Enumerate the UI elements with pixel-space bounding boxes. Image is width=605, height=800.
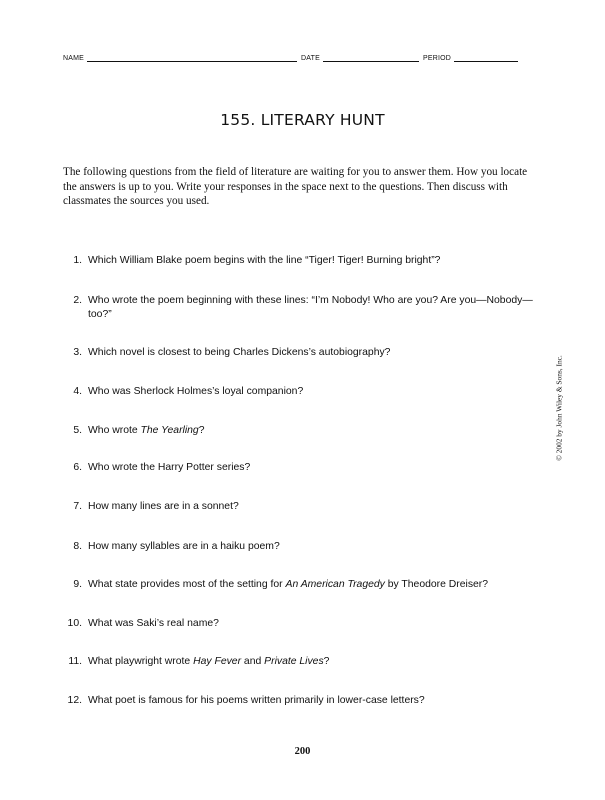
question-item: [55, 540, 535, 554]
question-number: 4.: [73, 386, 82, 397]
period-blank[interactable]: [454, 54, 518, 62]
question-number: 8.: [73, 541, 82, 552]
question-text: Who wrote the Harry Potter series?: [88, 462, 251, 473]
question-number: 5.: [73, 425, 82, 436]
page-title: 155. LITERARY HUNT: [220, 111, 385, 129]
question-text: What was Saki’s real name?: [88, 618, 219, 629]
play-title: Private Lives: [264, 656, 324, 667]
student-info-header: [63, 54, 533, 62]
copyright-notice: © 2002 by John Wiley & Sons, Inc.: [554, 355, 564, 461]
question-item: [55, 617, 535, 631]
question-text: Who wrote The Yearling?: [88, 425, 205, 436]
question-item: [55, 385, 535, 399]
question-number: 2.: [73, 295, 82, 306]
question-number: 3.: [73, 347, 82, 358]
question-number: 1.: [73, 255, 82, 266]
intro-paragraph: The following questions from the field of literature are waiting for you to answer them. How you locate the answers is up to you. Write your responses in the space next to the questions. Then discuss with classmates the sources you used.: [63, 166, 528, 207]
question-text: Who wrote the poem beginning with these lines: “I’m Nobody! Who are you? Are you—Nobody—too?”: [88, 295, 533, 320]
question-item: [55, 655, 535, 669]
period-label: PERIOD: [422, 55, 452, 62]
question-item: [55, 694, 535, 708]
question-number: 12.: [67, 695, 82, 706]
question-number: 10.: [67, 618, 82, 629]
question-item: [55, 294, 535, 322]
question-text: Who was Sherlock Holmes’s loyal companion?: [88, 386, 304, 397]
question-item: [55, 346, 535, 360]
question-text: How many syllables are in a haiku poem?: [88, 541, 280, 552]
question-text: What state provides most of the setting for An American Tragedy by Theodore Dreiser?: [88, 579, 489, 590]
play-title: Hay Fever: [193, 656, 242, 667]
question-number: 11.: [68, 656, 82, 667]
question-item: [55, 424, 535, 438]
question-text: How many lines are in a sonnet?: [88, 501, 239, 512]
name-label: NAME: [63, 55, 85, 62]
question-number: 6.: [73, 462, 82, 473]
question-item: [55, 500, 535, 514]
question-number: 7.: [73, 501, 82, 512]
question-text: Which novel is closest to being Charles Dickens’s autobiography?: [88, 347, 391, 358]
book-title: An American Tragedy: [285, 579, 385, 590]
page-number: 200: [294, 746, 311, 757]
book-title: The Yearling: [140, 425, 199, 436]
question-number: 9.: [73, 579, 82, 590]
question-item: [55, 254, 535, 268]
name-blank[interactable]: [87, 54, 297, 62]
question-text: Which William Blake poem begins with the line “Tiger! Tiger! Burning bright”?: [88, 255, 441, 266]
question-text: What playwright wrote Hay Fever and Private Lives?: [88, 656, 330, 667]
question-item: [55, 578, 535, 592]
question-text: What poet is famous for his poems written primarily in lower-case letters?: [88, 695, 425, 706]
date-label: DATE: [301, 55, 320, 62]
date-blank[interactable]: [323, 54, 419, 62]
question-item: [55, 461, 535, 475]
